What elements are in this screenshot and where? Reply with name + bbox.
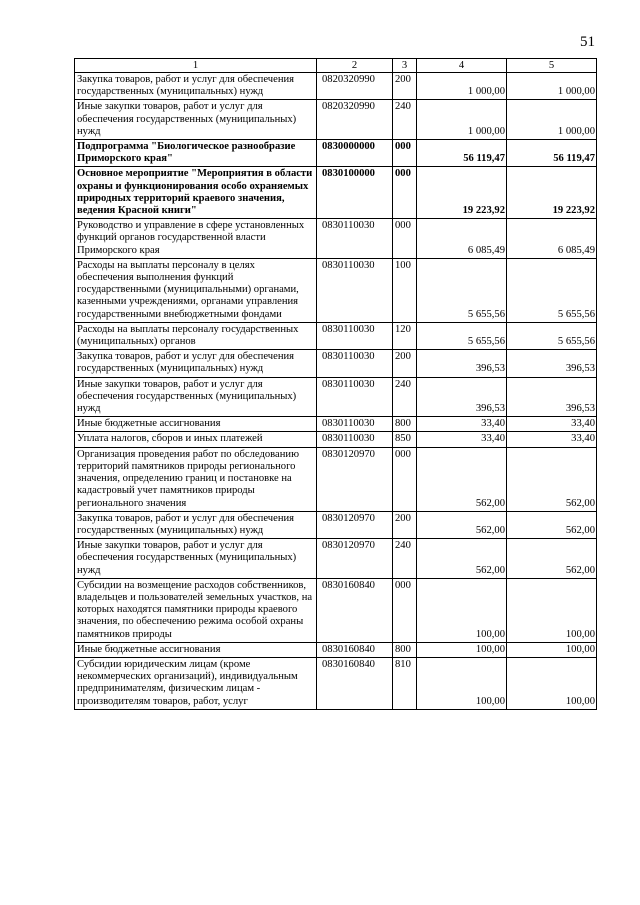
row-code-cell: 0820320990: [317, 73, 393, 100]
row-type-cell: 200: [393, 511, 417, 538]
row-value-col4-cell: 33,40: [417, 432, 507, 447]
row-type-cell: 800: [393, 417, 417, 432]
table-row: [75, 100, 597, 140]
row-value-col4-cell: 56 119,47: [417, 140, 507, 167]
row-name-cell: Организация проведения работ по обследованию территорий памятников природы регионального значения, определению границ и постановке на кадастровый учет памятников природы регионального значения: [75, 447, 317, 511]
row-type-cell: 000: [393, 140, 417, 167]
row-code-cell: 0820320990: [317, 100, 393, 140]
row-type-cell: 240: [393, 377, 417, 417]
row-value-col4-cell: 396,53: [417, 377, 507, 417]
row-name-cell: Субсидии на возмещение расходов собственников, владельцев и пользователей земельных участков, на которых находятся памятники природы краевого значения, по обеспечению режима особой охраны памятников природы: [75, 578, 317, 642]
table-row: [75, 447, 597, 511]
table-row: [75, 219, 597, 259]
row-value-col4-cell: 100,00: [417, 578, 507, 642]
row-type-cell: 240: [393, 539, 417, 579]
row-code-cell: 0830110030: [317, 432, 393, 447]
row-code-cell: 0830120970: [317, 511, 393, 538]
table-row: [75, 657, 597, 709]
row-type-cell: 800: [393, 642, 417, 657]
row-name-cell: Закупка товаров, работ и услуг для обеспечения государственных (муниципальных) нужд: [75, 511, 317, 538]
row-value-col5-cell: 562,00: [507, 447, 597, 511]
row-value-col5-cell: 33,40: [507, 432, 597, 447]
row-value-col5-cell: 33,40: [507, 417, 597, 432]
budget-table: [74, 58, 597, 710]
row-type-cell: 000: [393, 447, 417, 511]
table-row: [75, 377, 597, 417]
row-value-col5-cell: 396,53: [507, 350, 597, 377]
row-code-cell: 0830110030: [317, 322, 393, 349]
row-value-col5-cell: 396,53: [507, 377, 597, 417]
table-body: [75, 59, 597, 710]
header-cell-5: 5: [507, 59, 597, 73]
row-type-cell: 000: [393, 578, 417, 642]
row-value-col5-cell: 5 655,56: [507, 322, 597, 349]
row-code-cell: 0830110030: [317, 417, 393, 432]
table-row: [75, 322, 597, 349]
row-value-col5-cell: 1 000,00: [507, 73, 597, 100]
row-type-cell: 000: [393, 219, 417, 259]
row-name-cell: Расходы на выплаты персоналу в целях обеспечения выполнения функций государственными (муниципальными) органами, казенными учреждениями, органами управления государственными внебюджетными фондами: [75, 258, 317, 322]
table-row: [75, 417, 597, 432]
row-name-cell: Руководство и управление в сфере установленных функций органов государственной власти Приморского края: [75, 219, 317, 259]
row-value-col5-cell: 562,00: [507, 511, 597, 538]
row-type-cell: 200: [393, 73, 417, 100]
row-value-col4-cell: 1 000,00: [417, 73, 507, 100]
row-code-cell: 0830000000: [317, 140, 393, 167]
row-name-cell: Основное мероприятие "Мероприятия в области охраны и функционирования особо охраняемых природных территорий краевого значения, ведения Красной книги": [75, 167, 317, 219]
row-value-col5-cell: 5 655,56: [507, 258, 597, 322]
table-row: [75, 432, 597, 447]
header-cell-4: 4: [417, 59, 507, 73]
row-value-col5-cell: 100,00: [507, 657, 597, 709]
row-code-cell: 0830160840: [317, 657, 393, 709]
row-name-cell: Иные бюджетные ассигнования: [75, 642, 317, 657]
row-name-cell: Субсидии юридическим лицам (кроме некоммерческих организаций), индивидуальным предпринимателям, физическим лицам - производителям товаров, работ, услуг: [75, 657, 317, 709]
row-value-col4-cell: 5 655,56: [417, 258, 507, 322]
table-row: [75, 642, 597, 657]
row-name-cell: Уплата налогов, сборов и иных платежей: [75, 432, 317, 447]
row-value-col4-cell: 6 085,49: [417, 219, 507, 259]
row-type-cell: 100: [393, 258, 417, 322]
row-name-cell: Подпрограмма "Биологическое разнообразие Приморского края": [75, 140, 317, 167]
row-value-col4-cell: 562,00: [417, 447, 507, 511]
row-code-cell: 0830110030: [317, 258, 393, 322]
row-value-col5-cell: 100,00: [507, 642, 597, 657]
header-row: [75, 59, 597, 73]
page-number: 51: [580, 34, 595, 50]
row-value-col4-cell: 19 223,92: [417, 167, 507, 219]
row-value-col4-cell: 5 655,56: [417, 322, 507, 349]
row-name-cell: Иные закупки товаров, работ и услуг для обеспечения государственных (муниципальных) нужд: [75, 539, 317, 579]
row-code-cell: 0830160840: [317, 578, 393, 642]
row-code-cell: 0830120970: [317, 447, 393, 511]
row-value-col4-cell: 100,00: [417, 657, 507, 709]
row-value-col4-cell: 33,40: [417, 417, 507, 432]
table-row: [75, 140, 597, 167]
row-value-col4-cell: 562,00: [417, 539, 507, 579]
row-name-cell: Иные закупки товаров, работ и услуг для обеспечения государственных (муниципальных) нужд: [75, 377, 317, 417]
row-value-col5-cell: 19 223,92: [507, 167, 597, 219]
header-cell-1: 1: [75, 59, 317, 73]
row-name-cell: Закупка товаров, работ и услуг для обеспечения государственных (муниципальных) нужд: [75, 350, 317, 377]
row-code-cell: 0830110030: [317, 219, 393, 259]
table-row: [75, 539, 597, 579]
table-row: [75, 350, 597, 377]
row-type-cell: 240: [393, 100, 417, 140]
table-row: [75, 73, 597, 100]
row-value-col4-cell: 1 000,00: [417, 100, 507, 140]
row-type-cell: 850: [393, 432, 417, 447]
row-code-cell: 0830110030: [317, 350, 393, 377]
row-name-cell: Расходы на выплаты персоналу государственных (муниципальных) органов: [75, 322, 317, 349]
row-value-col5-cell: 100,00: [507, 578, 597, 642]
row-value-col4-cell: 562,00: [417, 511, 507, 538]
table-row: [75, 167, 597, 219]
row-value-col5-cell: 1 000,00: [507, 100, 597, 140]
row-type-cell: 200: [393, 350, 417, 377]
row-code-cell: 0830120970: [317, 539, 393, 579]
row-value-col4-cell: 396,53: [417, 350, 507, 377]
table-row: [75, 258, 597, 322]
row-value-col5-cell: 56 119,47: [507, 140, 597, 167]
row-type-cell: 000: [393, 167, 417, 219]
row-type-cell: 810: [393, 657, 417, 709]
table-row: [75, 511, 597, 538]
row-code-cell: 0830110030: [317, 377, 393, 417]
row-value-col4-cell: 100,00: [417, 642, 507, 657]
row-name-cell: Иные бюджетные ассигнования: [75, 417, 317, 432]
row-value-col5-cell: 562,00: [507, 539, 597, 579]
row-type-cell: 120: [393, 322, 417, 349]
row-code-cell: 0830160840: [317, 642, 393, 657]
row-code-cell: 0830100000: [317, 167, 393, 219]
table-row: [75, 578, 597, 642]
row-name-cell: Закупка товаров, работ и услуг для обеспечения государственных (муниципальных) нужд: [75, 73, 317, 100]
header-cell-2: 2: [317, 59, 393, 73]
header-cell-3: 3: [393, 59, 417, 73]
row-name-cell: Иные закупки товаров, работ и услуг для обеспечения государственных (муниципальных) нужд: [75, 100, 317, 140]
row-value-col5-cell: 6 085,49: [507, 219, 597, 259]
